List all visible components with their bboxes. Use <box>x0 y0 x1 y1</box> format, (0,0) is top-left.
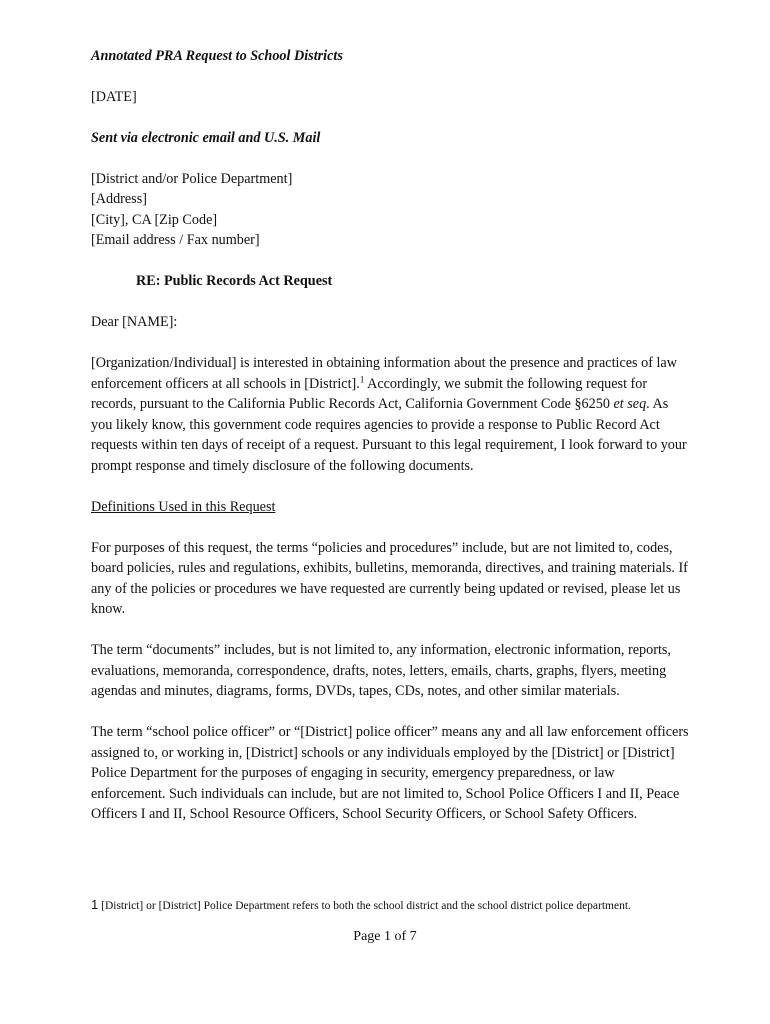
address-line: [Address] <box>91 191 147 207</box>
intro-text-part1: [Organization/Individual] is interested in obtaining information about the presence and practices of law enforcement officers at all schools in [District]. <box>91 355 677 392</box>
document-page <box>91 46 691 825</box>
document-title: Annotated PRA Request to School Districts <box>91 48 343 64</box>
footnote-reference[interactable]: 1 <box>359 373 365 384</box>
date-line: [DATE] <box>91 88 137 105</box>
definitions-heading: Definitions Used in this Request <box>91 498 276 515</box>
footnote-number: 1 <box>91 897 99 912</box>
intro-paragraph <box>91 353 691 476</box>
definition-paragraph-documents: The term “documents” includes, but is not limited to, any information, electronic information, reports, evaluations, memoranda, correspondence, drafts, notes, letters, emails, charts, graphs, flyers, meeting agendas and minutes, diagrams, forms, DVDs, tapes, CDs, notes, and other similar materials. <box>91 642 671 699</box>
salutation: Dear [NAME]: <box>91 314 178 330</box>
et-seq-italic: et seq <box>613 396 647 412</box>
intro-text-part3: . As you likely know, this government code requires agencies to provide a response to Public Record Act requests within ten days of receipt of a request. Pursuant to this legal requirement, I look forward to your prompt response and timely disclosure of the following documents. <box>91 396 687 474</box>
address-line: [City], CA [Zip Code] <box>91 211 218 228</box>
page-number: Page 1 of 7 <box>353 929 417 944</box>
intro-text-part2: Accordingly, we submit the following request for records, pursuant to the California Public Records Act, California Government Code §6250 <box>91 375 648 412</box>
definition-paragraph-school-police: The term “school police officer” or “[District] police officer” means any and all law enforcement officers assigned to, or working in, [District] schools or any individuals employed by the [District] or [District] Police Department for the purposes of engaging in security, emergency preparedness, or law enforcement. Such individuals can include, but are not limited to, School Police Officers I and II, Peace Officers I and II, School Resource Officers, School Security Officers, or School Safety Officers. <box>91 724 689 822</box>
footnote <box>91 897 651 915</box>
sent-via-line: Sent via electronic email and U.S. Mail <box>91 129 321 146</box>
footnote-text: [District] or [District] Police Department refers to both the school district and the school district police department. <box>98 900 631 912</box>
re-subject-line: RE: Public Records Act Request <box>136 273 333 289</box>
definition-paragraph-policies: For purposes of this request, the terms “policies and procedures” include, but are not limited to, codes, board policies, rules and regulations, exhibits, bulletins, memoranda, directives, and training materials. If any of the policies or procedures we have requested are currently being updated or revised, please let us know. <box>91 539 688 617</box>
recipient-address <box>91 169 691 251</box>
address-line: [District and/or Police Department] <box>91 170 293 187</box>
address-line: [Email address / Fax number] <box>91 232 260 248</box>
